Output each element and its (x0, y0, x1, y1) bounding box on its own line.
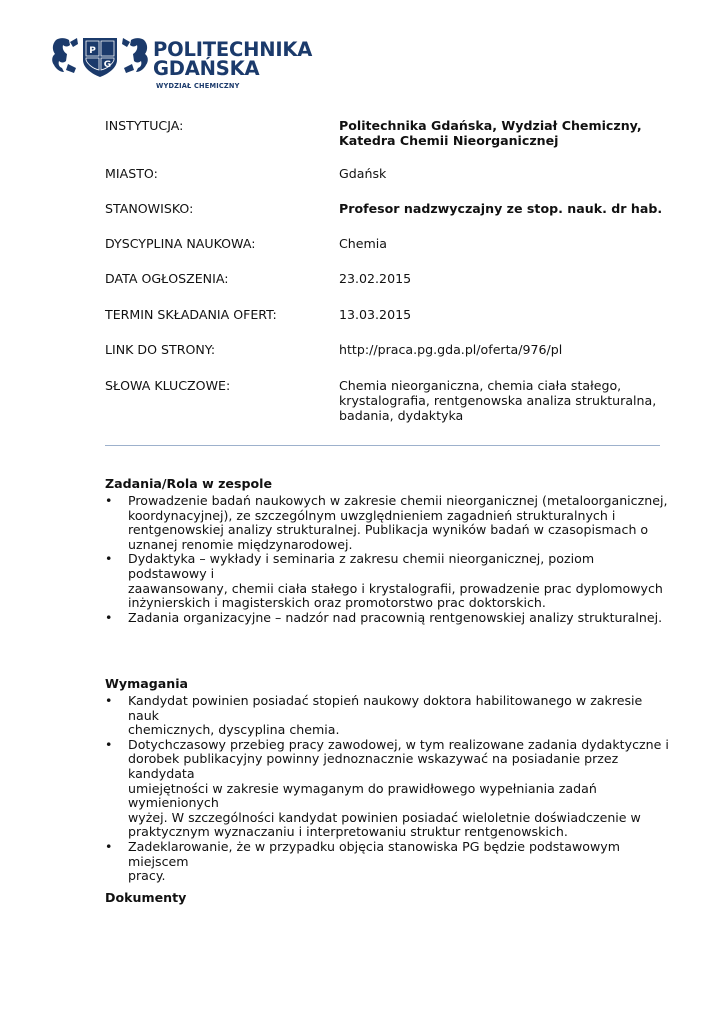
crest-letter: G (103, 60, 112, 70)
section-requirements (105, 676, 671, 884)
list-item (105, 738, 671, 840)
section-heading: Zadania/Rola w zespole (105, 476, 272, 491)
section-documents (105, 890, 671, 908)
university-name-line2: GDAŃSKA (153, 57, 260, 80)
info-row (105, 342, 665, 357)
list-item-line: uznanej renomie międzynarodowej. (128, 536, 353, 552)
info-value (339, 271, 665, 286)
list-item-line: pracy. (128, 868, 166, 884)
list-item-line: Dydaktyka – wykłady i seminaria z zakresu chemii nieorganicznej, poziom podstawowy i (128, 551, 595, 581)
bullet-icon: • (105, 693, 113, 708)
info-value-line: 13.03.2015 (339, 307, 412, 322)
info-value-line: Profesor nadzwyczajny ze stop. nauk. dr hab. (339, 201, 663, 216)
info-label: STANOWISKO: (105, 201, 194, 216)
info-value-line: Chemia nieorganiczna, chemia ciała stałego, (339, 378, 622, 393)
info-row (105, 307, 665, 322)
info-value-line: badania, dydaktyka (339, 408, 464, 423)
list-item-line: dorobek publikacyjny powinny jednoznacznie wskazywać na posiadanie przez kandydata (128, 751, 619, 781)
info-row (105, 201, 665, 216)
section-heading: Dokumenty (105, 890, 187, 905)
info-value-line: Politechnika Gdańska, Wydział Chemiczny, (339, 118, 642, 133)
info-value (339, 118, 665, 148)
bullet-icon: • (105, 838, 113, 854)
info-row (105, 166, 665, 181)
info-row (105, 378, 665, 423)
list-item-line: rentgenowskiej analizy strukturalnej. Publikacja wyników badań w czasopismach o (128, 522, 649, 538)
bullet-icon: • (105, 609, 113, 625)
info-label: MIASTO: (105, 166, 158, 181)
university-crest-icon (50, 34, 150, 78)
bullet-list (105, 494, 671, 625)
info-row (105, 118, 665, 148)
info-label: LINK DO STRONY: (105, 342, 216, 357)
bullet-list (105, 694, 671, 884)
list-item (105, 694, 671, 738)
info-row (105, 236, 665, 251)
list-item-line: chemicznych, dyscyplina chemia. (128, 722, 340, 738)
info-value-line: Gdańsk (339, 166, 387, 181)
list-item (105, 840, 671, 884)
bullet-icon: • (105, 493, 113, 508)
list-item-line: wyżej. W szczególności kandydat powinien posiadać wieloletnie doświadczenie w (128, 809, 641, 825)
list-item-line: Dotychczasowy przebieg pracy zawodowej, w tym realizowane zadania dydaktyczne i (128, 736, 669, 752)
info-value-line: krystalografia, rentgenowska analiza strukturalna, (339, 393, 657, 408)
info-label: INSTYTUCJA: (105, 118, 184, 133)
list-item (105, 611, 671, 626)
info-label: DATA OGŁOSZENIA: (105, 271, 229, 286)
bullet-icon: • (105, 551, 113, 567)
list-item-line: praktycznym wyznaczaniu i interpretowaniu struktur rentgenowskich. (128, 824, 568, 840)
info-row (105, 271, 665, 286)
info-value-line: Katedra Chemii Nieorganicznej (339, 133, 559, 148)
section-tasks (105, 476, 671, 625)
list-item-line: zaawansowany, chemii ciała stałego i krystalografii, prowadzenie prac dyplomowych (128, 580, 663, 596)
info-value-line: 23.02.2015 (339, 271, 412, 286)
info-value-line: Chemia (339, 236, 388, 251)
info-label: SŁOWA KLUCZOWE: (105, 378, 231, 393)
info-value (339, 201, 665, 216)
info-label: TERMIN SKŁADANIA OFERT: (105, 307, 277, 322)
list-item (105, 494, 671, 552)
info-value (339, 307, 665, 322)
university-name-line1: POLITECHNIKA (153, 38, 313, 61)
list-item (105, 552, 671, 610)
university-logo (50, 34, 313, 92)
faculty-name: WYDZIAŁ CHEMICZNY (156, 82, 240, 90)
list-item-line: Zadeklarowanie, że w przypadku objęcia stanowiska PG będzie podstawowym miejscem (128, 838, 620, 869)
list-item-line: Prowadzenie badań naukowych w zakresie chemii nieorganicznej (metaloorganicznej, (128, 493, 668, 508)
list-item-line: Zadania organizacyjne – nadzór nad pracownią rentgenowskiej analizy strukturalnej. (128, 609, 663, 625)
list-item-line: inżynierskich i magisterskich oraz promotorstwo prac doktorskich. (128, 595, 546, 611)
info-value (339, 236, 665, 251)
info-value-line: http://praca.pg.gda.pl/oferta/976/pl (339, 342, 563, 357)
bullet-icon: • (105, 736, 113, 752)
crest-letter: P (89, 46, 96, 56)
info-value[interactable] (339, 342, 665, 357)
info-value (339, 378, 665, 423)
list-item-line: umiejętności w zakresie wymaganym do prawidłowego wypełniania zadań wymienionych (128, 780, 597, 811)
info-label: DYSCYPLINA NAUKOWA: (105, 236, 256, 251)
section-heading: Wymagania (105, 676, 189, 691)
list-item-line: koordynacyjnej), ze szczególnym uwzględnieniem zagadnień strukturalnych i (128, 507, 616, 523)
info-value (339, 166, 665, 181)
divider (105, 445, 660, 446)
list-item-line: Kandydat powinien posiadać stopień naukowy doktora habilitowanego w zakresie nauk (128, 693, 643, 723)
